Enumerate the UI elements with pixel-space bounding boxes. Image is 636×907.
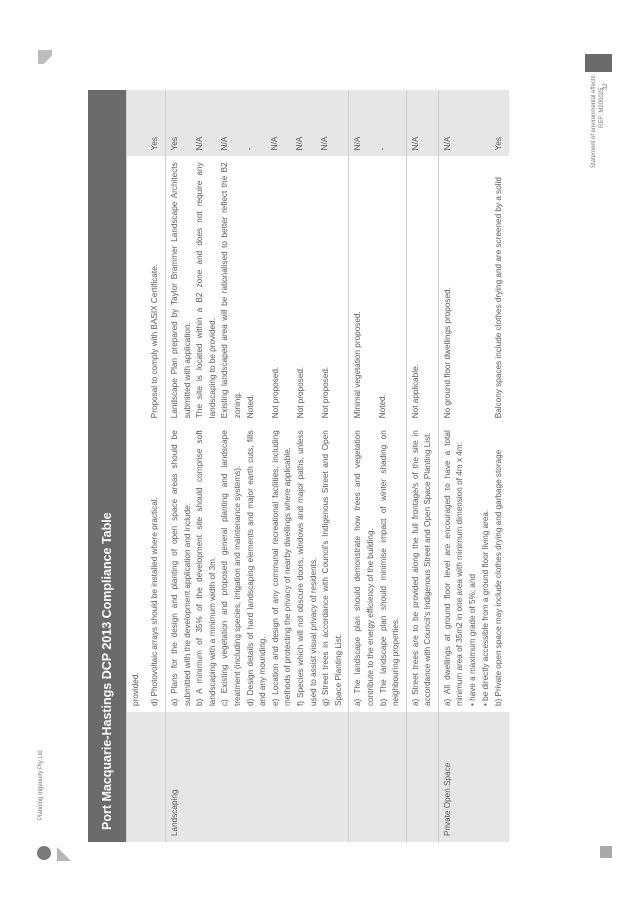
- compliance-cell: [127, 90, 147, 156]
- requirement-text: a) The landscape plan should demonstrate how trees and vegetation contribute to the energy efficiency of the building.: [353, 430, 375, 707]
- response-text: Not proposed.: [320, 366, 330, 419]
- requirement-text: d) Photovoltaic arrays should be installed where practical.: [150, 497, 159, 707]
- compliance-text: N/A: [410, 136, 420, 151]
- compliance-text: [130, 96, 143, 150]
- compliance-text: [480, 96, 493, 150]
- response-text: [130, 162, 143, 418]
- response-cell: [406, 156, 438, 424]
- compliance-cell: [146, 90, 166, 156]
- requirement-text: c) Existing vegetation and proposed general planting and landscape treatment (including species, irrigation and maintenance systems).: [220, 430, 242, 707]
- response-text: Not applicable.: [410, 364, 420, 419]
- requirement-text: a) All dwellings at ground floor level are encouraged to have a total minimum area of 35m2 in one area with minimum dimension of 4m x 4m:: [442, 430, 465, 707]
- compliance-cell: [406, 90, 438, 156]
- response-cell: [349, 156, 406, 424]
- compliance-text: N/A: [320, 136, 329, 151]
- footer-company: Planning Ingenuity Pty Ltd: [38, 750, 44, 820]
- response-text: Not proposed.: [295, 366, 305, 419]
- compliance-text: -: [378, 147, 388, 151]
- brand-dot-icon: [37, 846, 51, 860]
- response-cell: [166, 156, 349, 424]
- category-cell: [349, 712, 406, 842]
- response-text: Proposal to comply with BASIX Certificate.: [150, 263, 159, 419]
- requirement-text: b) A minimum of 35% of the development site should comprise soft landscaping with a minimum width of 3m.: [195, 430, 217, 707]
- requirement-text: • have a maximum grade of 5%; and: [468, 573, 478, 707]
- requirement-text: f) Species which will not obscure doors, windows and major paths, unless used to assist visual privacy of residents.: [295, 430, 318, 707]
- requirement-text: e) Location and design of any communal recreational facilities, including methods of protecting the privacy of nearby dwellings where applicable.: [270, 430, 293, 707]
- category-label: Landscaping: [170, 789, 179, 836]
- category-cell: [406, 712, 438, 842]
- response-text: The site is located within a B2 zone and does not require any landscaping to be provided.: [195, 162, 217, 419]
- response-text: Minimal vegetation proposed.: [353, 311, 363, 419]
- brand-corner-mark: [38, 50, 52, 64]
- compliance-table-page: [88, 87, 613, 842]
- footer-ref: REF: M200025: [599, 87, 605, 128]
- requirement-cell: [166, 424, 349, 712]
- compliance-text: N/A: [353, 136, 363, 151]
- table-row: [166, 90, 349, 842]
- response-text: Balcony spaces include clothes drying and are screened by a solid: [493, 177, 503, 419]
- compliance-text: N/A: [220, 136, 229, 151]
- table-title-text: Port Macquarie-Hastings DCP 2013 Compliance Table: [100, 512, 114, 830]
- table-title: [88, 90, 126, 842]
- response-cell: [438, 156, 509, 424]
- response-text: Noted.: [378, 394, 388, 419]
- requirement-text: • be directly accessible from a ground floor living area.: [481, 509, 491, 707]
- table-row: [349, 90, 406, 842]
- footer-square-mark: [600, 846, 612, 858]
- requirement-text: b) The landscape plan should minimise impact of winter shading on neighbouring properties.: [378, 430, 401, 707]
- requirement-cell: [349, 424, 406, 712]
- requirement-cell: [127, 424, 147, 712]
- category-cell: [127, 712, 147, 842]
- requirement-cell: [146, 424, 166, 712]
- page-tab-marker: [585, 54, 612, 72]
- table-row: [406, 90, 438, 842]
- compliance-cell: [438, 90, 509, 156]
- category-label: Private Open Space: [442, 762, 452, 836]
- compliance-text: [467, 96, 480, 150]
- compliance-text: Yes: [150, 136, 159, 151]
- compliance-text: N/A: [295, 136, 304, 151]
- requirement-text: a) Street trees are to be provided along the full frontage/s of the site in accordance with Council's Indigenous Street and Open Space Planting List.: [410, 430, 433, 707]
- requirement-text: b) Private open space may include clothes drying and garbage storage: [494, 449, 504, 707]
- brand-triangle-icon: [57, 847, 71, 861]
- response-text: Existing landscaped area will be rationalised to better reflect the B2 zoning.: [220, 162, 242, 419]
- response-text: Not proposed.: [270, 366, 280, 419]
- table-row: [438, 90, 509, 842]
- compliance-cell: [349, 90, 406, 156]
- response-text: Landscape Plan prepared by Taylor Brammer Landscape Architects submitted with application.: [170, 162, 192, 419]
- requirement-text: a) Plans for the design and planting of open space areas should be submitted with the development application and include:: [170, 430, 192, 707]
- response-text: [480, 162, 493, 418]
- compliance-table: [126, 90, 509, 842]
- category-cell: [146, 712, 166, 842]
- table-row: [146, 90, 166, 842]
- requirement-cell: [438, 424, 509, 712]
- table-row: [127, 90, 147, 842]
- requirement-text: g) Street trees in accordance with Council's Indigenous Street and Open Space Planting List.: [321, 430, 343, 707]
- response-cell: [146, 156, 166, 424]
- compliance-text: N/A: [442, 136, 452, 151]
- response-text: Noted.: [245, 394, 255, 419]
- compliance-cell: [166, 90, 349, 156]
- compliance-text: N/A: [270, 136, 279, 151]
- compliance-text: N/A: [195, 136, 204, 151]
- requirement-text: provided.: [131, 672, 140, 707]
- footer-page-number: 32: [603, 83, 609, 90]
- compliance-text: -: [245, 147, 254, 151]
- footer-doc-title: Statement of environmental effects: [591, 75, 597, 168]
- requirement-cell: [406, 424, 438, 712]
- category-cell: [438, 712, 509, 842]
- compliance-text: Yes: [493, 136, 503, 151]
- response-text: [467, 162, 480, 418]
- response-text: No ground floor dwellings proposed.: [442, 287, 452, 419]
- compliance-text: Yes: [170, 136, 179, 151]
- category-cell: [166, 712, 349, 842]
- response-cell: [127, 156, 147, 424]
- requirement-text: d) Design details of hard landscaping elements and major earth cuts, fills and any mounding.: [245, 430, 268, 707]
